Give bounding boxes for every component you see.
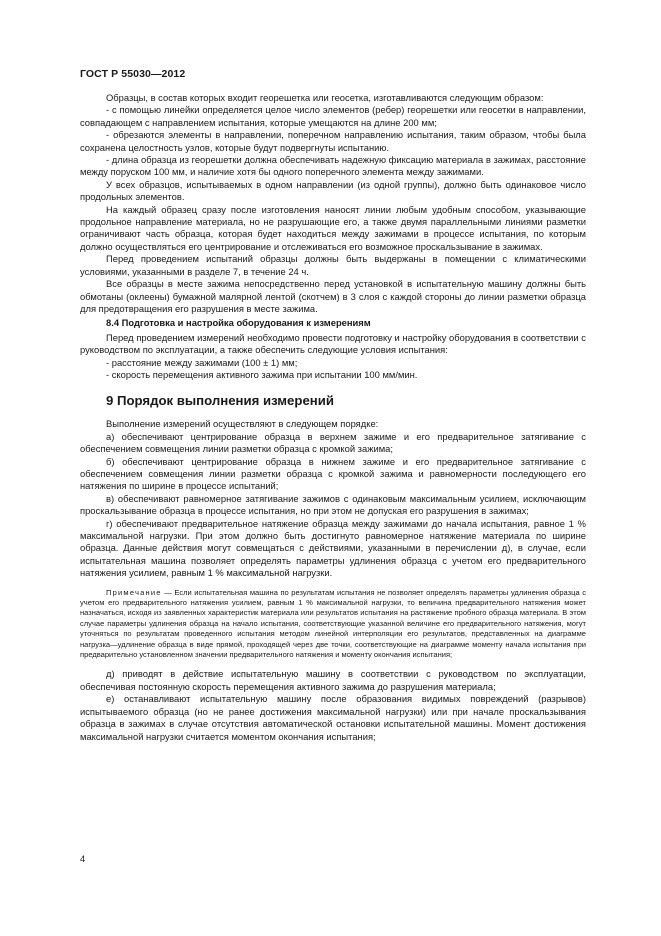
- note: [80, 588, 586, 661]
- note-text: — Если испытательная машина по результатам испытания не позволяет определять параметры удлинения образца с учетом его предварительного натяжения усилием, равным 1 % максимальной нагрузки, то величина предварительного натяжения может назначаться, исходя из заявленных характеристик материала или результатов испытания на растяжение пробного образца материала. В этом случае параметры удлинения образца на начало испытания, соответствующие указанной величине его предварительного натяжения, могут уточняться по результатам проведенного испытания методом линейной интерполяции его результатов, представленных на диаграмме нагрузка—удлинение образца в виде прямой, проходящей через две точки, соответствующие на диаграмме моменту начала испытания при предварительно установленном значении предварительного натяжения и моменту окончания испытания;: [80, 587, 586, 660]
- section-heading-9: 9 Порядок выполнения измерений: [106, 393, 334, 409]
- list-item: б) обеспечивают центрирование образца в нижнем зажиме и его предварительное затягивание с обеспечением совмещения линии разметки образца с кромкой зажима и равномерности последующего его натяжения по ширине в процессе испытаний;: [80, 455, 586, 492]
- paragraph: На каждый образец сразу после изготовления наносят линии любым удобным способом, указывающие продольное направление материала, но не разрушающие его, а также двумя параллельными линиями разметки ограничивают часть образца, которая будет находиться между зажимами в процессе испытания, по которым должно осуществляться его центрирование и отслеживаться его возможное проскальзывание в зажимах.: [80, 203, 586, 252]
- paragraph: Перед проведением измерений необходимо провести подготовку и настройку оборудования в соответствии с руководством по эксплуатации, а также обеспечить следующие условия испытания:: [80, 331, 586, 356]
- paragraph: У всех образцов, испытываемых в одном направлении (из одной группы), должно быть одинаковое число продольных элементов.: [80, 178, 586, 203]
- list-item: - длина образца из георешетки должна обеспечивать надежную фиксацию материала в зажимах, расстояние между поруском 100 мм, и наличие хотя бы одного поперечного элемента между зажимами.: [80, 154, 586, 178]
- list-item: е) останавливают испытательную машину после образования видимых повреждений (разрывов) испытываемого образца (но не ранее достижения максимальной нагрузки) или при начале проскальзывания образца в зажимах в случае отсутствия автоматической остановки испытательной машины. Момент достижения максимальной нагрузки считается моментом окончания испытания;: [80, 693, 586, 742]
- paragraph: Выполнение измерений осуществляют в следующем порядке:: [106, 418, 379, 430]
- list-item: г) обеспечивают предварительное натяжение образца между зажимами до начала испытания, равное 1 % максимальной нагрузки. При этом должно быть достигнуто равномерное натяжение материала по ширине образца. Данные действия могут совмещаться с действиями, указанными в перечислении д), в случае, если испытательная машина позволяет определять параметры удлинения образца с учетом его предварительного натяжения усилием, равным 1 % максимальной нагрузки.: [80, 517, 586, 579]
- paragraph: Все образцы в месте зажима непосредственно перед установкой в испытательную машину должны быть обмотаны (оклеены) бумажной малярной лентой (скотчем) в 3 слоя с каждой стороны до линии разметки образца для предотвращения его разрушения в месте зажима.: [80, 278, 586, 314]
- list-item: а) обеспечивают центрирование образца в верхнем зажиме и его предварительное затягивание с обеспечением совмещения линии разметки образца с кромкой зажима;: [80, 430, 586, 455]
- document-body: [80, 92, 586, 743]
- document-header: ГОСТ Р 55030—2012: [80, 68, 186, 80]
- list-item: - расстояние между зажимами (100 ± 1) мм;: [106, 356, 298, 368]
- paragraph: Перед проведением испытаний образцы должны быть выдержаны в помещении с климатическими условиями, указанными в разделе 7, в течение 24 ч.: [80, 253, 586, 277]
- list-item: - с помощью линейки определяется целое число элементов (ребер) георешетки или геосетки в направлении, совпадающем с направлением испытания, которые умещаются на длине 200 мм;: [80, 104, 586, 128]
- section-heading-8-4: 8.4 Подготовка и настройка оборудования к измерениям: [106, 317, 371, 329]
- list-item: - обрезаются элементы в направлении, поперечном направлению испытания, таким образом, чтобы была сохранена целостность узлов, которые будут подвергнуты испытанию.: [80, 129, 586, 153]
- list-item: - скорость перемещения активного зажима при испытании 100 мм/мин.: [106, 368, 418, 380]
- page-number: 4: [80, 853, 86, 864]
- note-label: Примечание: [106, 587, 162, 597]
- list-item: в) обеспечивают равномерное затягивание зажимов с одинаковым максимальным усилием, исключающим проскальзывание образца в процессе испытания, но при этом не допуская его разрушения в зажимах;: [80, 492, 586, 517]
- list-item: д) приводят в действие испытательную машину в соответствии с руководством по эксплуатации, обеспечивая постоянную скорость перемещения активного зажима до разрушения материала;: [80, 668, 586, 692]
- paragraph: Образцы, в состав которых входит георешетка или геосетка, изготавливаются следующим образом:: [106, 92, 544, 103]
